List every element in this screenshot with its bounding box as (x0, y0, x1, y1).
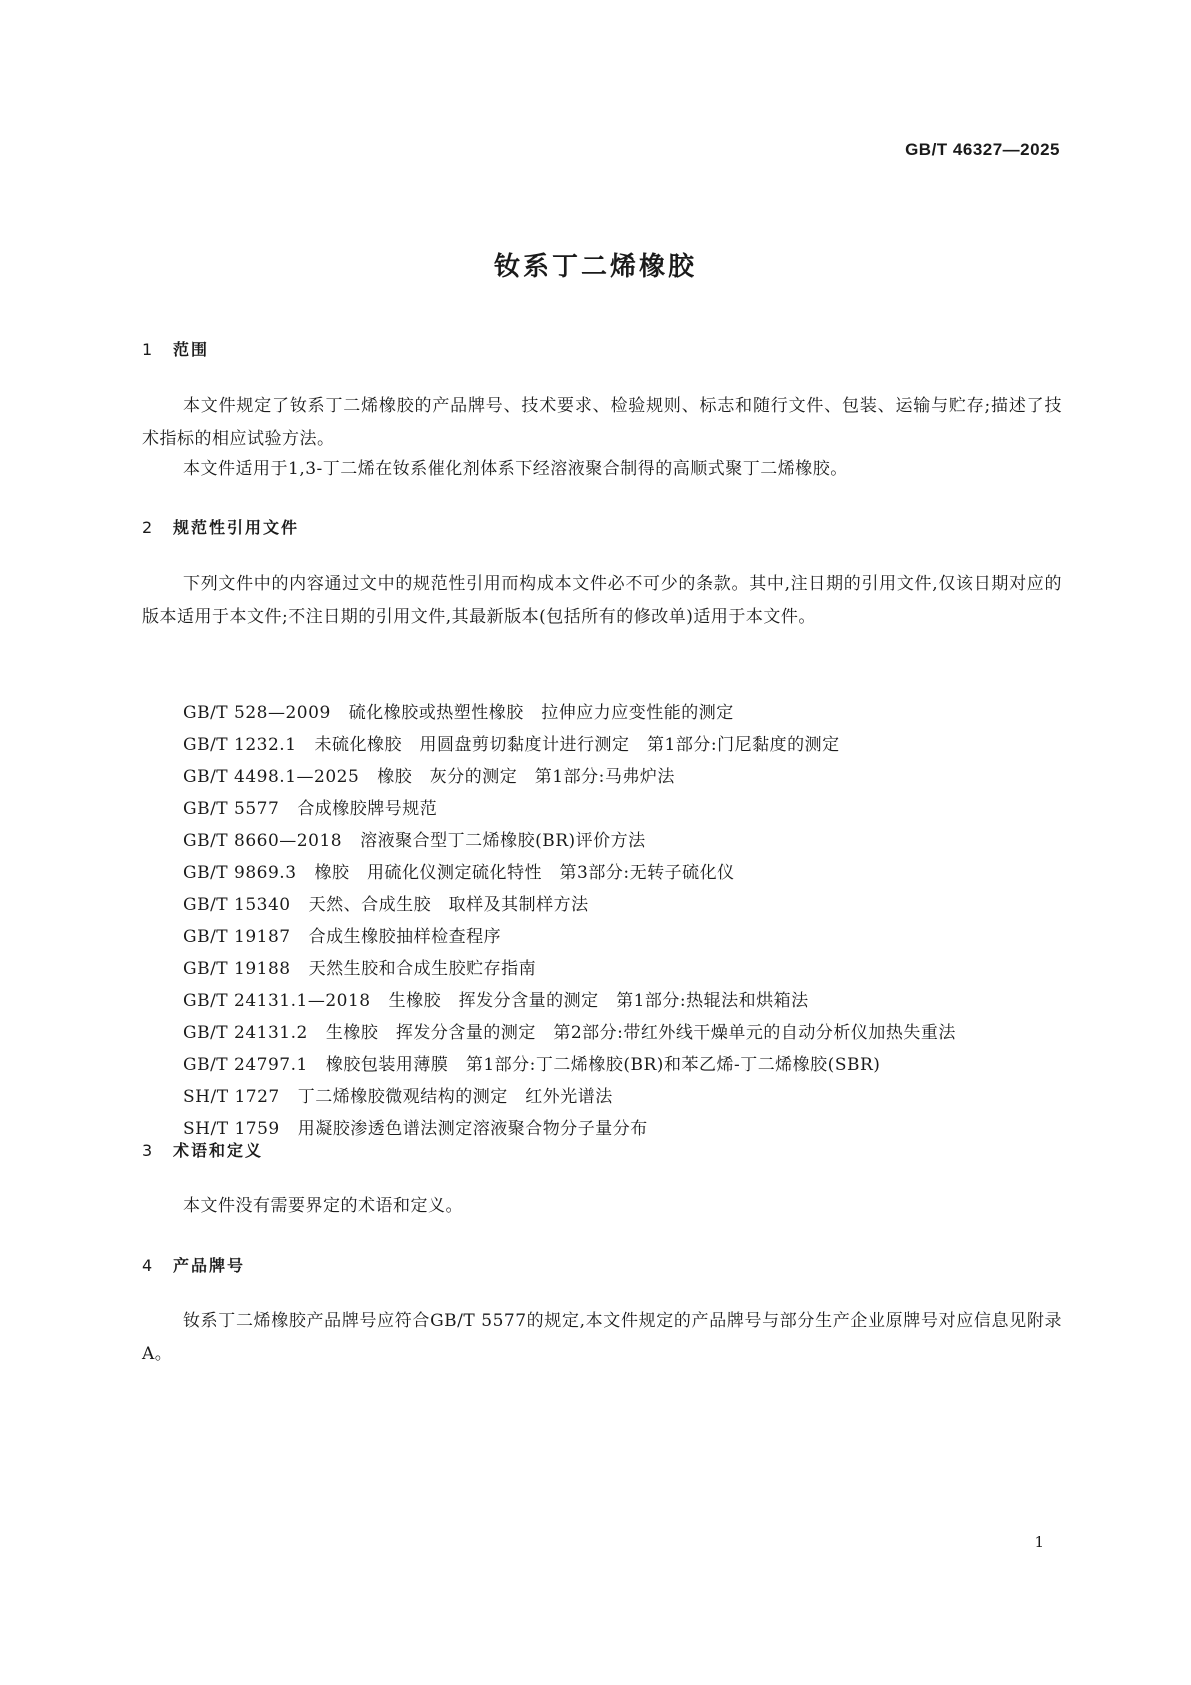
reference-item (142, 697, 1062, 729)
reference-code: SH/T 1727 (183, 1087, 280, 1107)
reference-item (142, 1113, 1062, 1145)
reference-item (142, 729, 1062, 761)
reference-item (142, 857, 1062, 889)
section-2-heading (142, 515, 299, 538)
reference-item (142, 1049, 1062, 1081)
reference-code: GB/T 19187 (183, 927, 291, 947)
reference-code: GB/T 19188 (183, 959, 291, 979)
reference-item (142, 889, 1062, 921)
reference-list (142, 697, 1062, 1145)
page-number: 1 (1034, 1533, 1044, 1551)
reference-code: GB/T 4498.1—2025 (183, 767, 360, 787)
section-title: 术语和定义 (173, 1141, 264, 1160)
reference-item (142, 985, 1062, 1017)
reference-title: 硫化橡胶或热塑性橡胶 拉伸应力应变性能的测定 (348, 703, 734, 723)
product-grade-paragraph: 钕系丁二烯橡胶产品牌号应符合GB/T 5577的规定,本文件规定的产品牌号与部分生产企业原牌号对应信息见附录A。 (142, 1311, 1062, 1364)
section-number: 2 (142, 518, 155, 537)
reference-title: 未硫化橡胶 用圆盘剪切黏度计进行测定 第1部分:门尼黏度的测定 (314, 735, 840, 755)
reference-code: GB/T 24131.1—2018 (183, 991, 371, 1011)
reference-title: 用凝胶渗透色谱法测定溶液聚合物分子量分布 (297, 1119, 648, 1139)
reference-item (142, 953, 1062, 985)
reference-title: 丁二烯橡胶微观结构的测定 红外光谱法 (297, 1087, 613, 1107)
reference-title: 合成生橡胶抽样检查程序 (308, 927, 502, 947)
reference-item (142, 921, 1062, 953)
document-title: 钕系丁二烯橡胶 (493, 252, 697, 282)
section-3-heading (142, 1138, 263, 1161)
reference-title: 溶液聚合型丁二烯橡胶(BR)评价方法 (360, 831, 646, 851)
section-number: 4 (142, 1256, 155, 1275)
reference-title: 橡胶 用硫化仪测定硫化特性 第3部分:无转子硫化仪 (314, 863, 735, 883)
reference-code: GB/T 9869.3 (183, 863, 297, 883)
reference-title: 橡胶 灰分的测定 第1部分:马弗炉法 (377, 767, 675, 787)
reference-code: GB/T 15340 (183, 895, 291, 915)
reference-item (142, 1081, 1062, 1113)
reference-title: 天然生胶和合成生胶贮存指南 (308, 959, 537, 979)
section-title: 规范性引用文件 (173, 518, 300, 537)
section-number: 3 (142, 1141, 155, 1160)
section-title: 产品牌号 (173, 1256, 246, 1275)
reference-item (142, 761, 1062, 793)
reference-item (142, 1017, 1062, 1049)
reference-item (142, 793, 1062, 825)
reference-code: GB/T 528—2009 (183, 703, 331, 723)
reference-title: 生橡胶 挥发分含量的测定 第2部分:带红外线干燥单元的自动分析仪加热失重法 (325, 1023, 956, 1043)
section-number: 1 (142, 340, 155, 359)
reference-title: 合成橡胶牌号规范 (297, 799, 438, 819)
reference-title: 天然、合成生胶 取样及其制样方法 (308, 895, 589, 915)
reference-item (142, 825, 1062, 857)
section-4-heading (142, 1253, 245, 1276)
scope-paragraph-2: 本文件适用于1,3-丁二烯在钕系催化剂体系下经溶液聚合制得的高顺式聚丁二烯橡胶。 (183, 459, 848, 479)
reference-code: GB/T 5577 (183, 799, 280, 819)
reference-code: GB/T 1232.1 (183, 735, 297, 755)
reference-code: GB/T 24797.1 (183, 1055, 308, 1075)
section-1-heading (142, 337, 209, 360)
section-title: 范围 (173, 340, 210, 359)
standard-number: GB/T 46327—2025 (905, 140, 1060, 159)
normative-references-intro: 下列文件中的内容通过文中的规范性引用而构成本文件必不可少的条款。其中,注日期的引用文件,仅该日期对应的版本适用于本文件;不注日期的引用文件,其最新版本(包括所有的修改单)适用于本文件。 (142, 574, 1062, 627)
reference-title: 生橡胶 挥发分含量的测定 第1部分:热辊法和烘箱法 (388, 991, 809, 1011)
terms-paragraph: 本文件没有需要界定的术语和定义。 (183, 1196, 463, 1216)
reference-code: GB/T 24131.2 (183, 1023, 308, 1043)
reference-title: 橡胶包装用薄膜 第1部分:丁二烯橡胶(BR)和苯乙烯-丁二烯橡胶(SBR) (325, 1055, 881, 1075)
reference-code: SH/T 1759 (183, 1119, 280, 1139)
reference-code: GB/T 8660—2018 (183, 831, 343, 851)
scope-paragraph-1: 本文件规定了钕系丁二烯橡胶的产品牌号、技术要求、检验规则、标志和随行文件、包装、运输与贮存;描述了技术指标的相应试验方法。 (142, 396, 1062, 449)
